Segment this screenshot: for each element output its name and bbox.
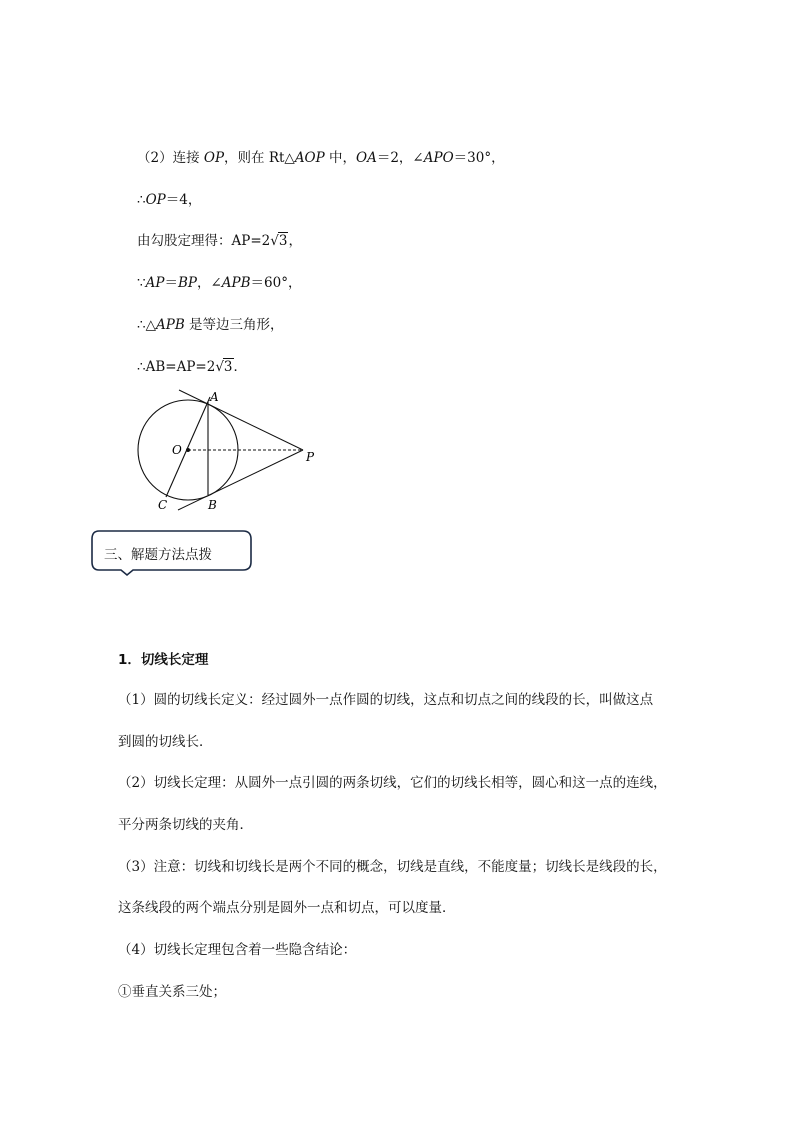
- tangent-line-pa: [179, 390, 303, 450]
- math-var: OP: [145, 192, 166, 208]
- paragraph-3-line-1: （3）注意：切线和切线长是两个不同的概念，切线是直线，不能度量；切线长是线段的长，: [118, 859, 667, 875]
- paragraph-4: （4）切线长定理包含着一些隐含结论：: [118, 942, 357, 958]
- solution-line-5: [137, 315, 284, 335]
- text: ，则在 Rt△: [224, 150, 295, 166]
- math-var: OA: [356, 150, 377, 166]
- label-o: O: [172, 443, 182, 457]
- solution-line-4: [137, 273, 301, 293]
- radicand: 3: [223, 359, 233, 375]
- center-point-o: [186, 448, 190, 452]
- label-a: A: [210, 390, 219, 404]
- text: 由勾股定理得：AP=2: [137, 233, 271, 249]
- text: ＝4，: [165, 192, 202, 208]
- paragraph-2-line-1: （2）切线长定理：从圆外一点引圆的两条切线，它们的切线长相等，圆心和这一点的连线，: [118, 775, 667, 791]
- text: 中，: [324, 150, 357, 166]
- text: ，∠: [196, 275, 222, 291]
- text: ＝2，∠: [376, 150, 424, 166]
- math-var: BP: [177, 275, 197, 291]
- paragraph-1-line-2: 到圆的切线长．: [118, 734, 213, 750]
- paragraph-2-line-2: 平分两条切线的夹角．: [118, 817, 253, 833]
- section-title: 三、解题方法点拨: [104, 547, 212, 563]
- math-var: APB: [155, 317, 185, 333]
- text: ＝30°，: [453, 150, 505, 166]
- section-callout: [91, 530, 251, 572]
- math-var: AP: [145, 275, 165, 291]
- radical-sign: √: [270, 233, 279, 249]
- paragraph-1-line-1: （1）圆的切线长定义：经过圆外一点作圆的切线，这点和切点之间的线段的长，叫做这点: [118, 692, 654, 708]
- paragraph-3-line-2: 这条线段的两个端点分别是圆外一点和切点，可以度量．: [118, 900, 456, 916]
- label-c: C: [158, 498, 168, 512]
- text: 是等边三角形，: [184, 317, 284, 333]
- text: ∴△: [137, 317, 156, 333]
- paragraph-5: ①垂直关系三处；: [118, 984, 226, 1000]
- tangent-line-pb: [178, 450, 303, 510]
- math-var: APB: [221, 275, 251, 291]
- geometry-figure: [130, 385, 330, 515]
- solution-line-3: [137, 231, 302, 251]
- text: ＝60°，: [250, 275, 302, 291]
- solution-line-1: [137, 148, 505, 168]
- text: ．: [233, 359, 248, 375]
- label-b: B: [208, 498, 217, 512]
- math-var: APO: [423, 150, 454, 166]
- text: ∵: [137, 275, 146, 291]
- radicand: 3: [278, 233, 288, 249]
- solution-line-6: [137, 357, 247, 377]
- text: （2）连接: [137, 150, 204, 166]
- text: ∴AB=AP=2: [137, 359, 216, 375]
- math-var: AOP: [294, 150, 325, 166]
- math-var: OP: [203, 150, 225, 166]
- text: ，: [288, 233, 302, 249]
- radical-sign: √: [215, 359, 224, 375]
- text: ∴: [137, 192, 146, 208]
- label-p: P: [306, 450, 315, 464]
- text: ＝: [164, 275, 178, 291]
- solution-line-2: [137, 190, 201, 210]
- heading-tangent-length-theorem: 1．切线长定理: [118, 652, 209, 668]
